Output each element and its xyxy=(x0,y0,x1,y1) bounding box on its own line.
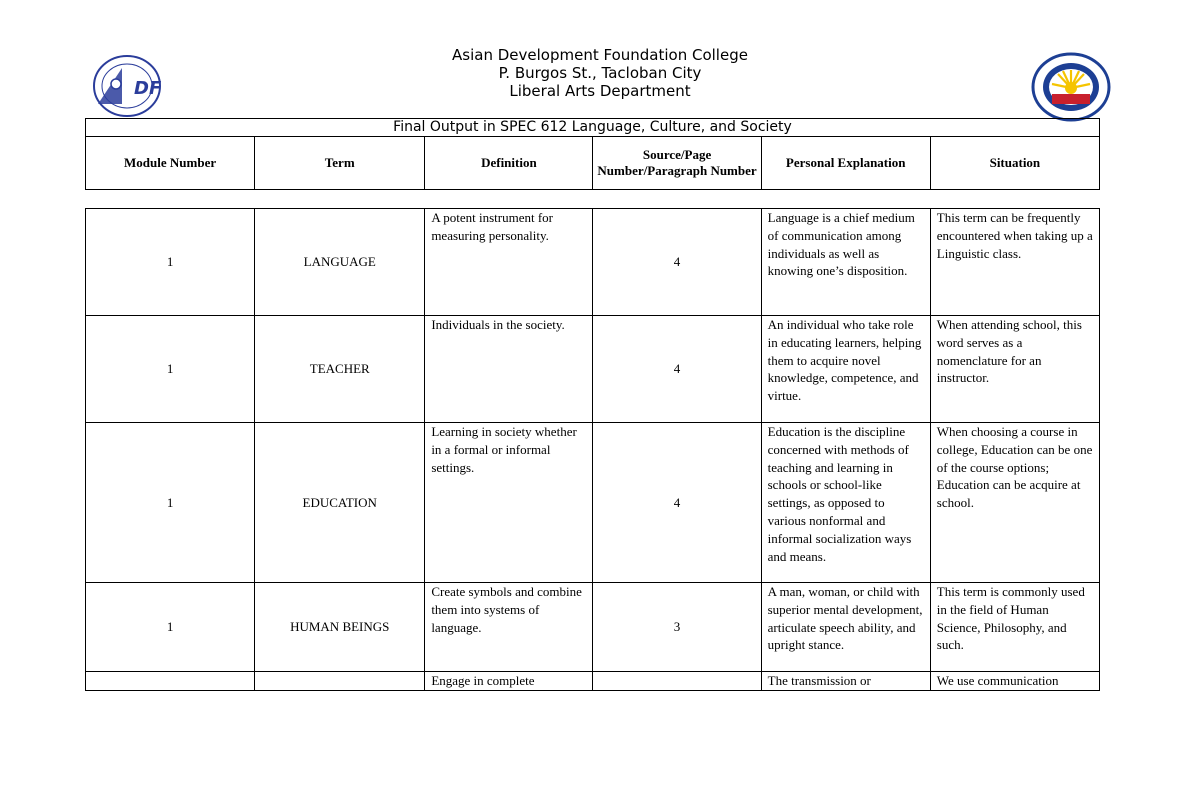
situation-cell: When attending school, this word serves as a nomenclature for an instructor. xyxy=(930,316,1099,423)
term-cell: HUMAN BEINGS xyxy=(255,583,425,672)
definition-cell: A potent instrument for measuring personality. xyxy=(425,209,593,316)
table-row xyxy=(86,209,1100,316)
module-cell: 1 xyxy=(86,209,255,316)
module-cell xyxy=(86,672,255,691)
source-cell xyxy=(593,672,761,691)
column-header-module: Module Number xyxy=(86,137,255,190)
term-cell xyxy=(255,672,425,691)
definition-cell: Learning in society whether in a formal or informal settings. xyxy=(425,423,593,583)
situation-cell: When choosing a course in college, Education can be one of the course options; Education can be acquire at school. xyxy=(930,423,1099,583)
source-cell: 3 xyxy=(593,583,761,672)
table-row xyxy=(86,672,1100,691)
column-header-situation: Situation xyxy=(930,137,1099,190)
term-cell: TEACHER xyxy=(255,316,425,423)
source-cell: 4 xyxy=(593,209,761,316)
explanation-cell: An individual who take role in educating learners, helping them to acquire novel knowledge, competence, and virtue. xyxy=(761,316,930,423)
column-header-term: Term xyxy=(255,137,425,190)
table-row xyxy=(86,583,1100,672)
source-cell: 4 xyxy=(593,423,761,583)
table-row xyxy=(86,423,1100,583)
header-table xyxy=(85,118,1100,190)
explanation-cell: A man, woman, or child with superior mental development, articulate speech ability, and upright stance. xyxy=(761,583,930,672)
college-address: P. Burgos St., Tacloban City xyxy=(498,64,702,82)
svg-text:DF: DF xyxy=(134,78,162,99)
college-name: Asian Development Foundation College xyxy=(452,46,748,64)
situation-cell: This term can be frequently encountered when taking up a Linguistic class. xyxy=(930,209,1099,316)
situation-cell: This term is commonly used in the field of Human Science, Philosophy, and such. xyxy=(930,583,1099,672)
definition-cell: Create symbols and combine them into systems of language. xyxy=(425,583,593,672)
explanation-cell: Education is the discipline concerned with methods of teaching and learning in schools or school-like settings, as opposed to various nonformal and informal socialization ways and means. xyxy=(761,423,930,583)
term-cell: EDUCATION xyxy=(255,423,425,583)
situation-cell: We use communication xyxy=(930,672,1099,691)
table-title: Final Output in SPEC 612 Language, Culture, and Society xyxy=(86,119,1100,137)
terms-table xyxy=(85,208,1100,691)
module-cell: 1 xyxy=(86,423,255,583)
definition-cell: Engage in complete xyxy=(425,672,593,691)
source-cell: 4 xyxy=(593,316,761,423)
document-header xyxy=(0,46,1200,100)
explanation-cell: Language is a chief medium of communication among individuals as well as knowing one’s disposition. xyxy=(761,209,930,316)
table-row xyxy=(86,316,1100,423)
column-header-explanation: Personal Explanation xyxy=(761,137,930,190)
column-header-source: Source/Page Number/Paragraph Number xyxy=(593,137,761,190)
explanation-cell: The transmission or xyxy=(761,672,930,691)
definition-cell: Individuals in the society. xyxy=(425,316,593,423)
column-header-definition: Definition xyxy=(425,137,593,190)
module-cell: 1 xyxy=(86,316,255,423)
term-cell: LANGUAGE xyxy=(255,209,425,316)
module-cell: 1 xyxy=(86,583,255,672)
department-name: Liberal Arts Department xyxy=(509,82,691,100)
